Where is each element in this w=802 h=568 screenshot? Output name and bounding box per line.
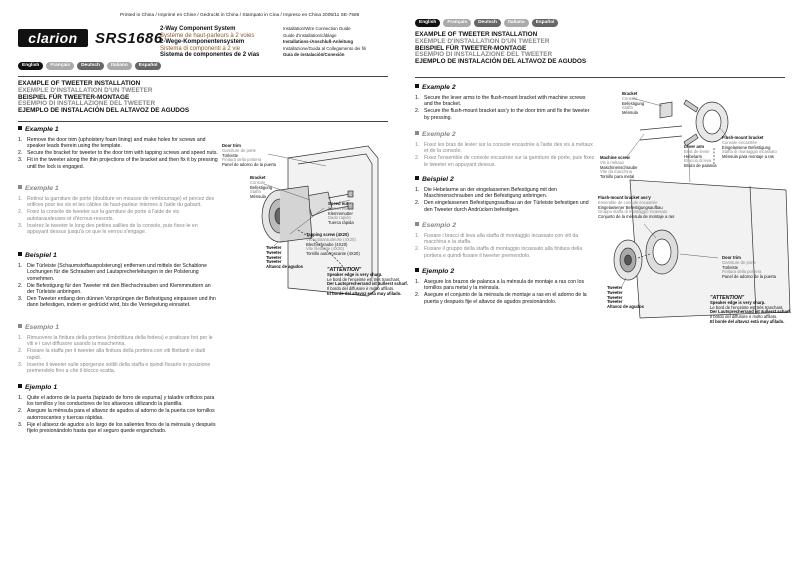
section-title: Ejemplo 1 [18,384,218,391]
step-item: 2. Den eingelassenen Befestigungsaufbau an der Türleiste befestigen und den Tweeter durch Andrücken befestigen. [415,200,589,213]
heading-en: EXAMPLE OF TWEETER INSTALLATION [415,31,538,38]
printed-in-line: Printed in China / Imprimé en Chine / Gedruckt in China / Stampato in Cina / Impreso en China 2005/11 SE-7586 [120,13,360,18]
square-bullet-icon [18,384,22,388]
step-item: 2. Fissare il gruppo della staffa di montaggio incassato alla finitura della portiera e quindi fissare il tweeter premendolo. [415,246,583,259]
label-speed-nut: Speed nut Écrou-ressort Klemmmutter Dado rapido Tuerca rápida [328,201,354,226]
step-item: 2. Fixez la console de tweeter sur la garniture de porte à l'aide de vis autotaraudeuses et d'écrous-ressorts. [18,209,180,222]
bracket-shape-2 [660,102,672,118]
mounted-bracket-shape [646,230,678,274]
model-number: SRS1686 [95,30,163,47]
step-item: 1. Quite el adorno de la puerta (tapizado de forro de espuma) y taladre orificios para los tornillos y los conductores de los altavoces utilizando la plantilla. [18,395,215,408]
square-bullet-icon [18,324,22,328]
guide-title: Guía de instalación/Conexión [283,52,345,58]
attention-note-1: "ATTENTION" Speaker edge is very sharp. Le bord de l'enceinte est très tranchant. Der Lautsprecherrand ist äußerst scharf. Il bordo del diffusore è molto affilato. El borde del altavoz está muy afilado. [327,267,408,296]
product-title: Sistema de componentes de 2 vías [160,52,260,59]
guide-title: Installations-/Anschluß-Anleitung [283,39,354,45]
guide-title: Installazione/Guida al Collegamento dei fili [283,45,366,51]
section-title: Exemple 2 [415,131,595,138]
square-bullet-icon [415,131,419,135]
product-title: 2-Way Component System [160,26,236,32]
label-flush-mount-assy: Flush-mount bracket ass'y Ensemble de console encastrée Eingelassener Befestigungsaufbau Gruppo staffa di montaggio incassato Conjunto de la ménsula de montaje a ras [598,195,675,220]
example-1-french [18,185,218,236]
step-item: 3. Fit in the tweeter along the thin projections of the bracket and then fix it by pressing until the lock is engaged. [18,157,218,170]
section-headings-right [415,32,745,66]
heading-de: BEISPIEL FÜR TWEETER-MONTAGE [415,44,527,52]
label-bracket: Bracket Console Befestigung Staffa Ménsula [250,175,273,200]
step-item: 1. Secure the lever arms to the flush-mount bracket with machine screws and the bracket. [415,95,586,108]
label-door-trim-2: Door trim Garniture de porte Türleiste Finitura della portiera Panel de adorno de la puerta [722,255,777,280]
step-item: 3. Insérez le tweeter le long des petites saillies de la console, puis fixez-le en appuyant dessus jusqu'à ce que le verrou s'engage. [18,222,198,236]
step-item: 3. Inserire il tweeter sulle sporgenze sottili della staffa e quindi fissarlo in posizione premendolo fino a che il blocco scatta. [18,361,211,375]
attention-note-2: "ATTENTION" Speaker edge is very sharp. Le bord de l'enceinte est très tranchant. Der Lautsprecherrand ist äußerst scharf. Il bordo del diffusore è molto affilato. El borde del altavoz está muy afilado. [710,295,791,324]
heading-it: ESEMPIO DI INSTALLAZIONE DEL TWEETER [415,51,553,59]
step-item: 3. Fije el altavoz de agudos a lo largo de los salientes finos de la ménsula y después fíjelo presionándolo hasta que el seguro quede enganchado. [18,421,216,435]
divider [18,76,388,77]
guide-titles [283,26,366,59]
step-item: 1. Rimuovere la finitura della portiera (imbottitura della fodera) e praticare fori per le viti e i cavi diffusore usando la mascherina. [18,335,213,348]
step-item: 2. Asegure el conjunto de la ménsula de montaje a ras en el adorno de la puerta y después fije el altavoz de agudos presionándolo. [415,292,587,305]
step-item: 1. Die Türleiste (Schaumstoffauspolsterung) entfernen und mittels der Schablone Lochungen für die Schrauben und Lautsprecherleitungen in der Polsterung vornehmen. [18,263,208,282]
step-item: 2. Die Befestigung für den Tweeter mit den Blechschrauben und Klemmmuttern an der Türleiste anbringen. [18,282,211,296]
label-door-trim: Door trim Garniture de porte Türleiste Finitura della portiera Panel de adorno de la puerta [222,143,277,168]
section-title: Ejemplo 2 [415,268,595,275]
lang-tab-deutsch: Deutsch [474,19,501,27]
section-title: Beispiel 2 [415,176,595,183]
section-title: Example 2 [415,84,595,91]
lang-tab-italiano: Italiano [504,19,529,27]
lang-tab-english: English [18,62,43,70]
lang-tab-espanol: Español [532,19,559,27]
lang-tab-francais: Français [46,62,74,70]
square-bullet-icon [18,252,22,256]
clarion-logo: clarion [18,29,88,47]
square-bullet-icon [18,126,22,130]
section-title: Example 1 [18,126,218,133]
step-item: 1. Fissare i bracci di leva alla staffa di montaggio incassato con viti da macchina e la staffa. [415,233,579,246]
step-item: 2. Fissare la staffa per il tweeter alla finitura della portiera con viti filettanti e dadi rapidi. [18,348,206,361]
language-tabs-left [18,62,161,70]
lang-tab-english: English [415,19,440,27]
heading-es: EJEMPLO DE INSTALACIÓN DEL ALTAVOZ DE AGUDOS [415,58,587,66]
step-item: 2. Secure the bracket for tweeter to the door trim with tapping screws and speed nuts. [18,150,218,157]
example-2-spanish [415,268,595,306]
example-2-italian [415,222,595,260]
section-headings-left [18,81,318,115]
lang-tab-italiano: Italiano [107,62,132,70]
label-tweeter-2: Tweeter Tweeter Tweeter Tweeter Altavoz de agudos [607,285,644,310]
section-title: Beispiel 1 [18,252,218,259]
square-bullet-icon [18,185,22,189]
step-item: 1. Retirez la garniture de porte (doublure en mousse de rembourrage) et percez des orifices pour les vis et les câbles de haut-parleur internes à l'aide du gabarit. [18,196,215,209]
square-bullet-icon [415,268,419,272]
label-tapping-screw: Tapping screw (4X20) Vis autotaraudeuse (4X20) Blechschraube (4X20) Vite filettante (4X20) Tornillo autorroscante (4X20) [306,232,360,257]
tweeter-shape-2 [614,240,642,280]
label-tweeter: Tweeter Tweeter Tweeter Tweeter Altavoz de agudos [266,245,303,270]
example-1-italian [18,324,218,375]
square-bullet-icon [415,222,419,226]
square-bullet-icon [415,84,419,88]
machine-screw-shape [640,126,682,140]
section-title: Exemple 1 [18,185,218,192]
product-title: Sistema di componenti a 2 vie [160,45,241,52]
step-item: 2. Asegure la ménsula para el altavoz de agudos al adorno de la puerta con tornillos autorroscantes y tuercas rápidas. [18,408,215,421]
lang-tab-espanol: Español [135,62,162,70]
heading-de: BEISPIEL FÜR TWEETER-MONTAGE [18,93,130,101]
section-title: Esempio 2 [415,222,595,229]
example-2-french [415,131,595,169]
step-item: 1. Die Hebelarme an der eingelassenen Befestigung mit den Maschinenschrauben und der Befestigung anbringen. [415,187,557,200]
step-item: 2. Fixez l'ensemble de console encastrée sur la garniture de porte, puis fixez le tweeter en appuyant dessus. [415,155,595,168]
language-tabs-right [415,19,558,27]
example-1-spanish [18,384,218,435]
divider [415,77,785,78]
divider [18,121,388,122]
lang-tab-deutsch: Deutsch [77,62,104,70]
step-item: 2. Secure the flush-mount bracket ass'y to the door trim and fix the tweeter by pressing. [415,108,590,121]
step-item: 1. Fixez les bras de levier sur la console encastrée à l'aide des vis à métaux et de la console. [415,142,593,155]
square-bullet-icon [415,176,419,180]
guide-title: Guide d'installation/câblage [283,32,337,38]
label-machine-screw: Machine screw Vis à métaux Maschinenschraube Vite da macchina Tornillo para metal [600,155,638,180]
example-2-german [415,176,595,214]
step-item: 1. Asegure los brazos de palanca a la ménsula de montaje a ras con los tornillos para metal y la ménsula. [415,279,585,292]
example-1-english [18,126,218,171]
label-lever-arm: Lever arm Bras de levier Hebelarm Braccio di leva Brazo de palanca [684,144,717,169]
product-title: 2-Wege-Komponentensystem [160,39,245,46]
guide-title: Installation/Wire Connection Guide [283,26,351,31]
product-titles [160,26,259,59]
step-item: 3. Den Tweeter entlang den dünnen Vorsprüngen der Befestigung einpassen und ihn dann befestigen, indem er gedrückt wird, bis die Verriegelung einrastet. [18,296,216,309]
product-title: Système de haut-parleurs à 2 voies [160,32,255,39]
example-1-german [18,252,218,309]
label-flush-mount-bracket: Flush-mount bracket Console encastrée Eingelassene Befestigung Staffa di montaggio incassato Ménsula para montaje a ras [722,135,777,160]
section-title: Esempio 1 [18,324,218,331]
heading-es: EJEMPLO DE INSTALACIÓN DEL ALTAVOZ DE AGUDOS [18,107,190,115]
step-item: 1. Remove the door trim (upholstery foam lining) and make holes for screws and speaker leads therein using the template. [18,137,206,150]
example-2-english [415,84,595,122]
heading-it: ESEMPIO DI INSTALLAZIONE DEL TWEETER [18,100,156,108]
lang-tab-francais: Français [443,19,471,27]
label-bracket-2: Bracket Console Befestigung Staffa Ménsula [622,91,645,116]
heading-fr: EXEMPLE D'INSTALLATION D'UN TWEETER [18,86,153,94]
heading-fr: EXEMPLE D'INSTALLATION D'UN TWEETER [415,37,550,45]
heading-en: EXAMPLE OF TWEETER INSTALLATION [18,80,141,87]
